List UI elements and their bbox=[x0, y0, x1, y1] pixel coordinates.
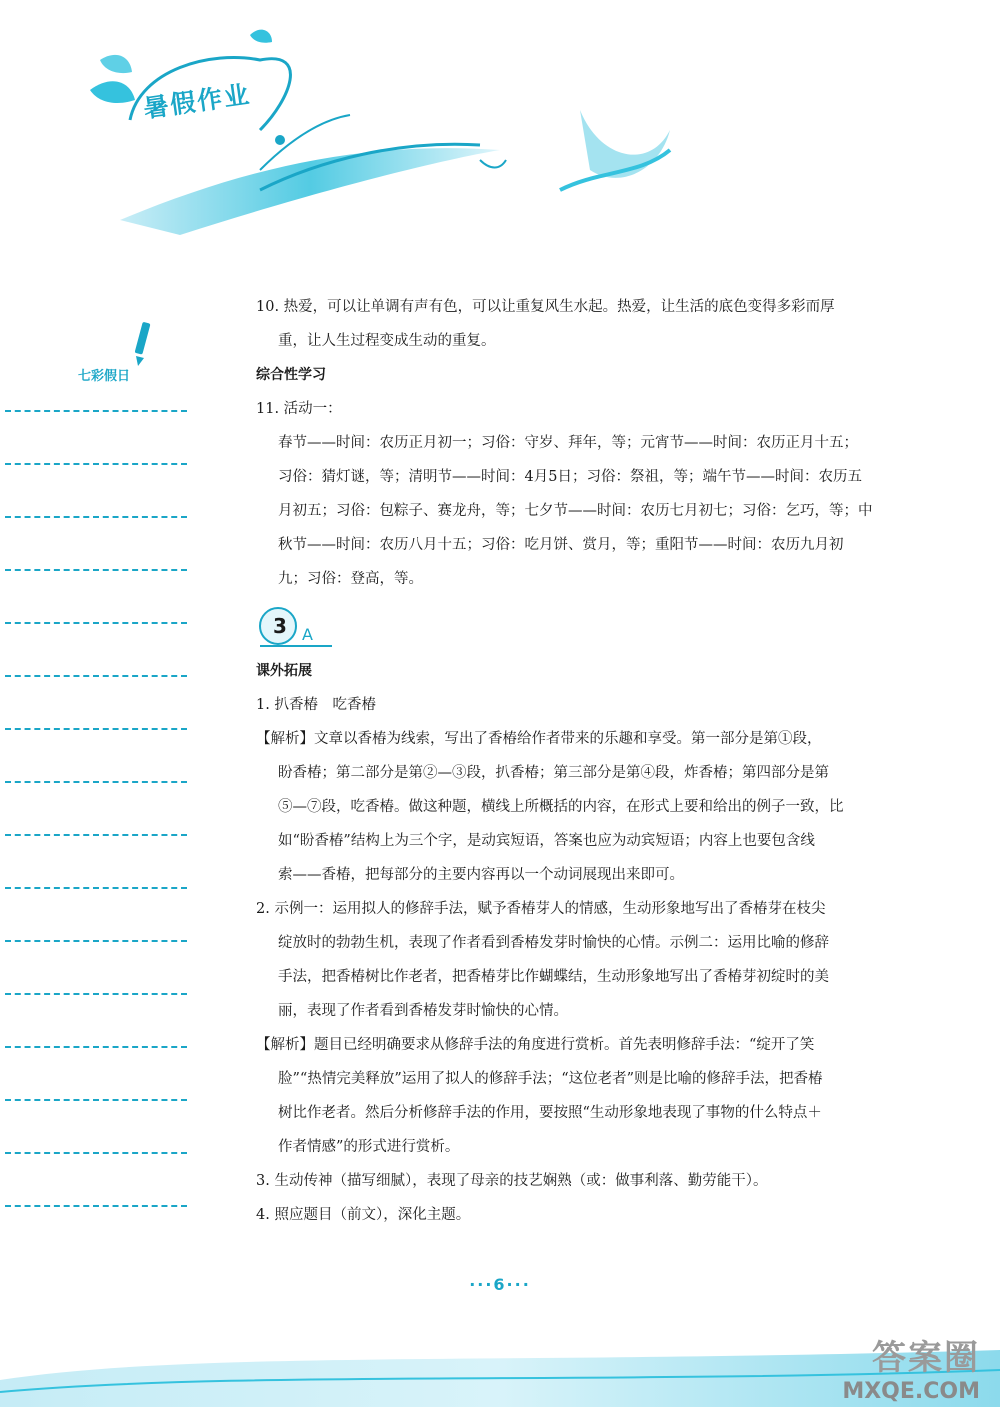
analysis-1-line: 如“盼香椿”结构上为三个字，是动宾短语，答案也应为动宾短语；内容上也要包含线 bbox=[278, 833, 815, 849]
answer-3: 3. 生动传神（描写细腻），表现了母亲的技艺娴熟（或：做事利落、勤劳能干）。 bbox=[256, 1173, 768, 1189]
lesson-badge bbox=[256, 596, 886, 654]
analysis-2-line: 作者情感”的形式进行赏析。 bbox=[278, 1139, 460, 1155]
answer-11-line: 春节——时间：农历正月初一；习俗：守岁、拜年，等；元宵节——时间：农历正月十五； bbox=[278, 435, 858, 451]
note-line bbox=[5, 1099, 187, 1101]
answer-11-line: 月初五；习俗：包粽子、赛龙舟，等；七夕节——时间：农历七月初七；习俗：乞巧，等；中 bbox=[278, 503, 873, 519]
watermark-logo-text: 答案圈 bbox=[872, 1338, 980, 1378]
note-line bbox=[5, 516, 187, 518]
note-line bbox=[5, 463, 187, 465]
note-line bbox=[5, 781, 187, 783]
section-heading: 课外拓展 bbox=[256, 663, 312, 679]
answer-10-line: 重，让人生过程变成生动的重复。 bbox=[278, 333, 496, 349]
page-number: ···6··· bbox=[469, 1275, 531, 1294]
header-decoration bbox=[60, 20, 740, 240]
lesson-badge-number: 3 bbox=[273, 614, 287, 638]
answer-content bbox=[256, 290, 886, 1232]
note-line bbox=[5, 1046, 187, 1048]
note-line bbox=[5, 887, 187, 889]
answer-1: 1. 扒香椿 吃香椿 bbox=[256, 697, 376, 713]
note-line bbox=[5, 622, 187, 624]
watermark-url: MXQE.COM bbox=[842, 1379, 980, 1404]
answer-10-line: 10. 热爱，可以让单调有声有色，可以让重复风生水起。热爱，让生活的底色变得多彩而厚 bbox=[256, 299, 835, 315]
pencil-icon bbox=[130, 320, 152, 368]
note-line bbox=[5, 1205, 187, 1207]
lesson-badge-icon bbox=[256, 602, 336, 650]
answer-11-line: 秋节——时间：农历八月十五；习俗：吃月饼、赏月，等；重阳节——时间：农历九月初 bbox=[278, 537, 844, 553]
answer-2-line: 手法，把香椿树比作老者，把香椿芽比作蝴蝶结，生动形象地写出了香椿芽初绽时的美 bbox=[278, 969, 829, 985]
answer-11-line: 九；习俗：登高，等。 bbox=[278, 571, 423, 587]
answer-2-line: 绽放时的勃勃生机，表现了作者看到香椿发芽时愉快的心情。示例二：运用比喻的修辞 bbox=[278, 935, 829, 951]
note-line bbox=[5, 940, 187, 942]
note-line bbox=[5, 993, 187, 995]
note-line bbox=[5, 728, 187, 730]
answer-4: 4. 照应题目（前文），深化主题。 bbox=[256, 1207, 471, 1223]
answer-11-line: 习俗：猜灯谜，等；清明节——时间：4月5日；习俗：祭祖，等；端午节——时间：农历五 bbox=[278, 469, 862, 485]
analysis-2-line: 树比作老者。然后分析修辞手法的作用，要按照“生动形象地表现了事物的什么特点＋ bbox=[278, 1105, 822, 1121]
note-line bbox=[5, 834, 187, 836]
sidebar-label: 七彩假日 bbox=[78, 369, 131, 384]
note-line bbox=[5, 569, 187, 571]
note-line bbox=[5, 1152, 187, 1154]
header-title: 暑假作业 bbox=[141, 79, 253, 124]
analysis-1-line: 索——香椿，把每部分的主要内容再以一个动词展现出来即可。 bbox=[278, 867, 684, 883]
answer-11-title: 11. 活动一： bbox=[256, 401, 342, 417]
note-line bbox=[5, 410, 187, 412]
lesson-badge-letter: A bbox=[302, 625, 313, 644]
section-heading: 综合性学习 bbox=[256, 367, 326, 383]
answer-2-line: 丽，表现了作者看到香椿发芽时愉快的心情。 bbox=[278, 1003, 568, 1019]
analysis-1-line: ⑤—⑦段，吃香椿。做这种题，横线上所概括的内容，在形式上要和给出的例子一致，比 bbox=[278, 799, 844, 815]
watermark bbox=[842, 1330, 980, 1404]
note-line bbox=[5, 675, 187, 677]
analysis-1-line: 【解析】文章以香椿为线索，写出了香椿给作者带来的乐趣和享受。第一部分是第①段， bbox=[256, 731, 822, 747]
answer-2-line: 2. 示例一：运用拟人的修辞手法，赋予香椿芽人的情感，生动形象地写出了香椿芽在枝尖 bbox=[256, 901, 826, 917]
analysis-1-line: 盼香椿；第二部分是第②—③段，扒香椿；第三部分是第④段，炸香椿；第四部分是第 bbox=[278, 765, 829, 781]
analysis-2-line: 【解析】题目已经明确要求从修辞手法的角度进行赏析。首先表明修辞手法：“绽开了笑 bbox=[256, 1037, 815, 1053]
analysis-2-line: 脸”“热情完美释放”运用了拟人的修辞手法；“这位老者”则是比喻的修辞手法，把香椿 bbox=[278, 1071, 823, 1087]
